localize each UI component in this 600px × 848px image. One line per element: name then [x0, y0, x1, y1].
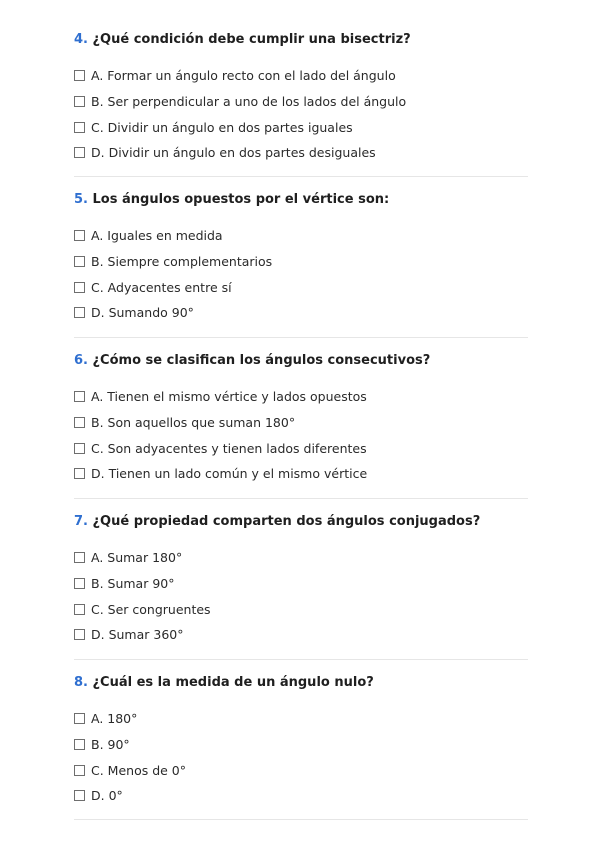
checkbox[interactable] — [74, 147, 85, 158]
checkbox[interactable] — [74, 629, 85, 640]
option-b[interactable] — [74, 89, 528, 115]
checkbox[interactable] — [74, 790, 85, 801]
question-6 — [74, 353, 528, 487]
question-title — [74, 32, 528, 48]
option-d[interactable] — [74, 140, 528, 166]
option-a[interactable] — [74, 706, 528, 732]
option-d[interactable] — [74, 300, 528, 326]
question-title — [74, 353, 528, 369]
question-number: 8. — [74, 675, 88, 690]
option-label: B. Sumar 90° — [91, 576, 175, 592]
question-8 — [74, 675, 528, 809]
option-a[interactable] — [74, 63, 528, 89]
option-list — [74, 223, 528, 326]
option-label: B. Ser perpendicular a uno de los lados del ángulo — [91, 94, 407, 110]
question-text: ¿Cómo se clasifican los ángulos consecutivos? — [92, 353, 431, 368]
checkbox[interactable] — [74, 604, 85, 615]
option-label: D. Dividir un ángulo en dos partes desiguales — [91, 145, 376, 161]
option-label: A. Tienen el mismo vértice y lados opuestos — [91, 389, 367, 405]
option-d[interactable] — [74, 622, 528, 648]
option-c[interactable] — [74, 757, 528, 783]
option-label: C. Menos de 0° — [91, 762, 187, 778]
question-text: ¿Cuál es la medida de un ángulo nulo? — [92, 675, 374, 690]
option-c[interactable] — [74, 114, 528, 140]
option-a[interactable] — [74, 223, 528, 249]
option-label: B. Son aquellos que suman 180° — [91, 415, 296, 431]
option-label: B. Siempre complementarios — [91, 254, 273, 270]
checkbox[interactable] — [74, 307, 85, 318]
checkbox[interactable] — [74, 765, 85, 776]
question-number: 4. — [74, 32, 88, 47]
question-text: ¿Qué propiedad comparten dos ángulos conjugados? — [92, 514, 481, 529]
divider — [74, 659, 528, 660]
question-4 — [74, 32, 528, 166]
checkbox[interactable] — [74, 230, 85, 241]
question-number: 6. — [74, 353, 88, 368]
option-label: B. 90° — [91, 737, 130, 753]
option-label: D. 0° — [91, 788, 123, 804]
option-list — [74, 706, 528, 809]
question-title — [74, 675, 528, 691]
option-a[interactable] — [74, 384, 528, 410]
divider — [74, 819, 528, 820]
option-label: C. Ser congruentes — [91, 601, 211, 617]
checkbox[interactable] — [74, 713, 85, 724]
divider — [74, 337, 528, 338]
option-b[interactable] — [74, 249, 528, 275]
checkbox[interactable] — [74, 578, 85, 589]
question-number: 5. — [74, 192, 88, 207]
option-label: D. Sumar 360° — [91, 627, 184, 643]
checkbox[interactable] — [74, 282, 85, 293]
option-c[interactable] — [74, 596, 528, 622]
question-title — [74, 192, 528, 208]
option-b[interactable] — [74, 732, 528, 758]
checkbox[interactable] — [74, 391, 85, 402]
checkbox[interactable] — [74, 443, 85, 454]
option-d[interactable] — [74, 783, 528, 809]
option-d[interactable] — [74, 461, 528, 487]
option-label: C. Adyacentes entre sí — [91, 279, 232, 295]
option-label: A. Iguales en medida — [91, 228, 223, 244]
option-label: D. Sumando 90° — [91, 305, 194, 321]
checkbox[interactable] — [74, 552, 85, 563]
checkbox[interactable] — [74, 70, 85, 81]
option-list — [74, 63, 528, 166]
option-label: A. Formar un ángulo recto con el lado del ángulo — [91, 68, 396, 84]
option-a[interactable] — [74, 545, 528, 571]
checkbox[interactable] — [74, 468, 85, 479]
option-list — [74, 384, 528, 487]
question-text: ¿Qué condición debe cumplir una bisectriz? — [92, 32, 411, 47]
question-text: Los ángulos opuestos por el vértice son: — [92, 192, 390, 207]
option-label: C. Dividir un ángulo en dos partes iguales — [91, 119, 353, 135]
option-label: D. Tienen un lado común y el mismo vértice — [91, 466, 368, 482]
checkbox[interactable] — [74, 96, 85, 107]
option-label: A. Sumar 180° — [91, 550, 183, 566]
divider — [74, 176, 528, 177]
checkbox[interactable] — [74, 256, 85, 267]
checkbox[interactable] — [74, 417, 85, 428]
option-b[interactable] — [74, 410, 528, 436]
option-label: A. 180° — [91, 711, 138, 727]
question-title — [74, 514, 528, 530]
question-5 — [74, 192, 528, 326]
option-list — [74, 545, 528, 648]
checkbox[interactable] — [74, 739, 85, 750]
question-number: 7. — [74, 514, 88, 529]
option-c[interactable] — [74, 274, 528, 300]
option-b[interactable] — [74, 571, 528, 597]
divider — [74, 498, 528, 499]
question-7 — [74, 514, 528, 648]
checkbox[interactable] — [74, 122, 85, 133]
option-label: C. Son adyacentes y tienen lados diferentes — [91, 440, 367, 456]
option-c[interactable] — [74, 435, 528, 461]
